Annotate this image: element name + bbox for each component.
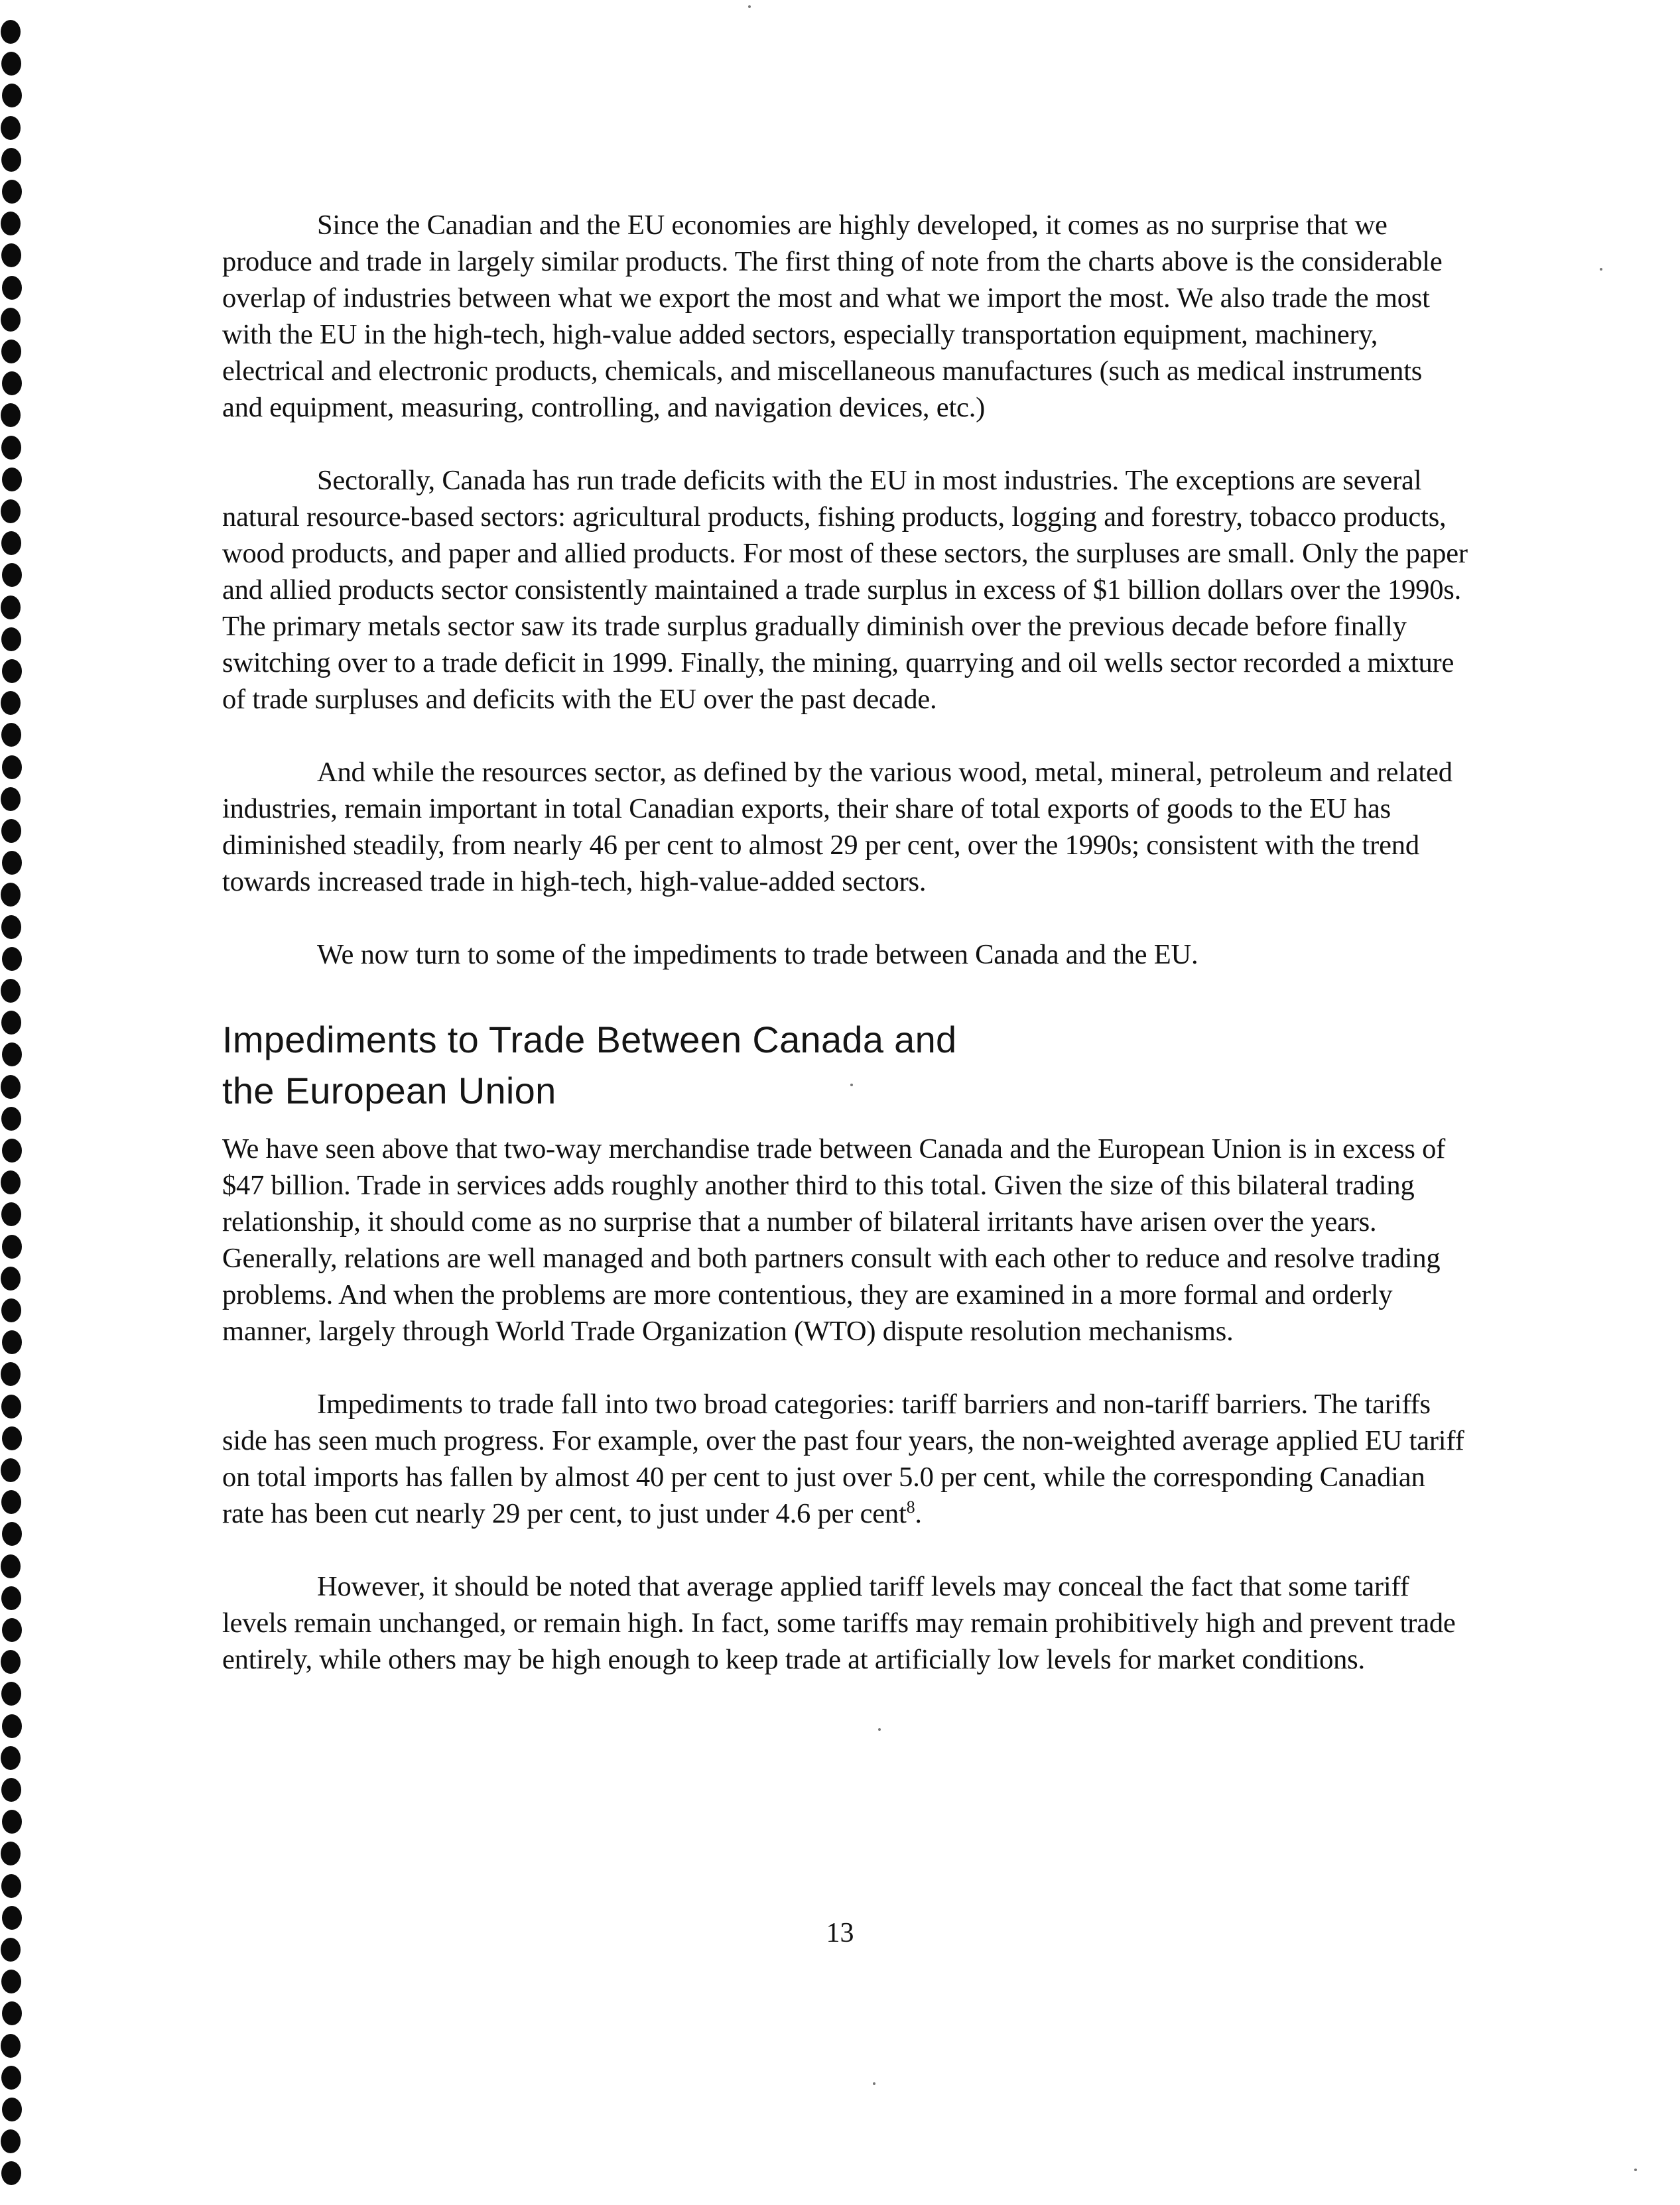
binding-hole: [1, 2161, 21, 2185]
binding-hole: [1, 2129, 21, 2153]
binding-hole: [1, 1778, 21, 1802]
binding-hole: [2, 1714, 22, 1738]
binding-hole: [1, 787, 21, 811]
binding-hole: [1, 1170, 21, 1194]
binding-hole: [1, 1970, 21, 1993]
binding-hole: [1, 627, 21, 651]
binding-hole: [1, 52, 21, 76]
binding-hole: [2, 659, 22, 683]
binding-hole: [2, 1426, 22, 1450]
section-heading-line-1: Impediments to Trade Between Canada and: [222, 1019, 957, 1060]
paragraph-similar-products: Since the Canadian and the EU economies are highly developed, it comes as no surprise that we produce and trade in largely similar products. The first thing of note from the charts above is the considerable overlap of industries between what we export the most and what we import the most. We also trade the most with the EU in the high-tech, high-value added sectors, especially transportation equipment, machinery, electrical and electronic products, chemicals, and miscellaneous manufactures (such as medical instruments and equipment, measuring, controlling, and navigation devices, etc.): [222, 210, 1443, 423]
scan-speck: [748, 5, 751, 8]
binding-hole: [1, 2034, 21, 2058]
paragraph-transition: We now turn to some of the impediments to trade between Canada and the EU.: [317, 939, 1198, 970]
paragraph-tariff-barriers-end: .: [915, 1498, 922, 1529]
binding-hole: [1, 499, 21, 523]
page-number: 13: [826, 1918, 854, 1948]
page-body: [222, 207, 1469, 1678]
binding-hole: [1, 1490, 21, 1514]
binding-hole: [2, 851, 22, 875]
binding-hole: [1, 531, 21, 555]
binding-hole: [1, 340, 21, 363]
binding-hole: [2, 947, 22, 971]
scan-speck: [878, 1728, 881, 1731]
binding-hole: [2, 1618, 22, 1642]
binding-hole: [2, 2098, 22, 2121]
binding-hole: [1, 1011, 21, 1035]
binding-hole: [1, 1267, 21, 1291]
binding-hole: [1, 1746, 21, 1770]
paragraph-tariff-barriers-text: Impediments to trade fall into two broad categories: tariff barriers and non-tariff barriers. The tariffs side has seen much progress. For example, over the past four years, the non-weighted average applied EU tariff on total imports has fallen by almost 40 per cent to just over 5.0 per cent, while the corresponding Canadian rate has been cut nearly 29 per cent, to just under 4.6 per cent: [222, 1389, 1464, 1529]
binding-hole: [2, 180, 22, 204]
binding-hole: [1, 819, 21, 843]
binding-hole: [1, 1075, 21, 1099]
binding-hole: [1, 723, 21, 747]
binding-hole: [1, 1202, 21, 1226]
binding-hole: [1, 2066, 21, 2090]
binding-hole: [2, 1042, 22, 1066]
binding-hole: [1, 1842, 21, 1865]
binding-hole: [2, 2001, 22, 2025]
binding-hole: [2, 1235, 22, 1259]
binding-hole: [2, 1139, 22, 1163]
binding-holes: [0, 20, 29, 2202]
binding-hole: [2, 84, 22, 107]
footnote-reference: 8: [906, 1497, 915, 1517]
binding-hole: [1, 979, 21, 1003]
binding-hole: [2, 371, 22, 395]
binding-hole: [1, 1682, 21, 1706]
binding-hole: [1, 436, 21, 460]
section-heading-line-2: the European Union: [222, 1070, 556, 1111]
binding-hole: [1, 1554, 21, 1578]
binding-hole: [2, 563, 22, 587]
paragraph-tariff-barriers: [222, 1386, 1469, 1532]
binding-hole: [2, 468, 22, 491]
binding-hole: [2, 1522, 22, 1546]
binding-hole: [1, 1298, 21, 1322]
binding-hole: [1, 403, 21, 427]
binding-hole: [2, 276, 22, 300]
paragraph-resources-share: And while the resources sector, as defined by the various wood, metal, mineral, petroleum and related industries, remain important in total Canadian exports, their share of total exports of goods to the EU has diminished steadily, from nearly 46 per cent to almost 29 per cent, over the 1990s; consistent with the trend towards increased trade in high-tech, high-value-added sectors.: [222, 757, 1453, 897]
binding-hole: [2, 755, 22, 779]
binding-hole: [1, 1650, 21, 1674]
binding-hole: [1, 1107, 21, 1131]
binding-hole: [1, 308, 21, 332]
binding-hole: [1, 243, 21, 267]
binding-hole: [1, 1362, 21, 1386]
binding-hole: [1, 1458, 21, 1482]
binding-hole: [1, 1395, 21, 1418]
binding-hole: [2, 1330, 22, 1354]
binding-hole: [2, 1810, 22, 1834]
binding-hole: [1, 691, 21, 715]
binding-hole: [1, 212, 21, 235]
binding-hole: [1, 596, 21, 619]
binding-hole: [1, 883, 21, 907]
scan-speck: [850, 1084, 853, 1086]
scan-speck: [1634, 2169, 1637, 2171]
scan-speck: [1600, 268, 1602, 271]
binding-hole: [1, 116, 21, 140]
binding-hole: [1, 915, 21, 939]
paragraph-sectoral-deficits: Sectorally, Canada has run trade deficits with the EU in most industries. The exceptions are several natural resource-based sectors: agricultural products, fishing products, logging and forestry, tobacco products, wood products, and paper and allied products. For most of these sectors, the surpluses are small. Only the paper and allied products sector consistently maintained a trade surplus in excess of $1 billion dollars over the 1990s. The primary metals sector saw its trade surplus gradually diminish over the previous decade before finally switching over to a trade deficit in 1999. Finally, the mining, quarrying and oil wells sector recorded a mixture of trade surpluses and deficits with the EU over the past decade.: [222, 465, 1468, 715]
binding-hole: [1, 20, 21, 44]
paragraph-bilateral-trade: We have seen above that two-way merchandise trade between Canada and the European Union is in excess of $47 billion. Trade in services adds roughly another third to this total. Given the size of this bilateral trading relationship, it should come as no surprise that a number of bilateral irritants have arisen over the years. Generally, relations are well managed and both partners consult with each other to reduce and resolve trading problems. And when the problems are more contentious, they are examined in a more formal and orderly manner, largely through World Trade Organization (WTO) dispute resolution mechanisms.: [222, 1133, 1446, 1347]
scan-speck: [873, 2082, 875, 2085]
paragraph-tariff-levels: However, it should be noted that average applied tariff levels may conceal the fact that some tariff levels remain unchanged, or remain high. In fact, some tariffs may remain prohibitively high and prevent trade entirely, while others may be high enough to keep trade at artificially low levels for market conditions.: [222, 1571, 1456, 1675]
binding-hole: [1, 1874, 21, 1898]
binding-hole: [1, 148, 21, 172]
section-heading: [222, 1014, 1469, 1116]
binding-hole: [1, 1586, 21, 1610]
